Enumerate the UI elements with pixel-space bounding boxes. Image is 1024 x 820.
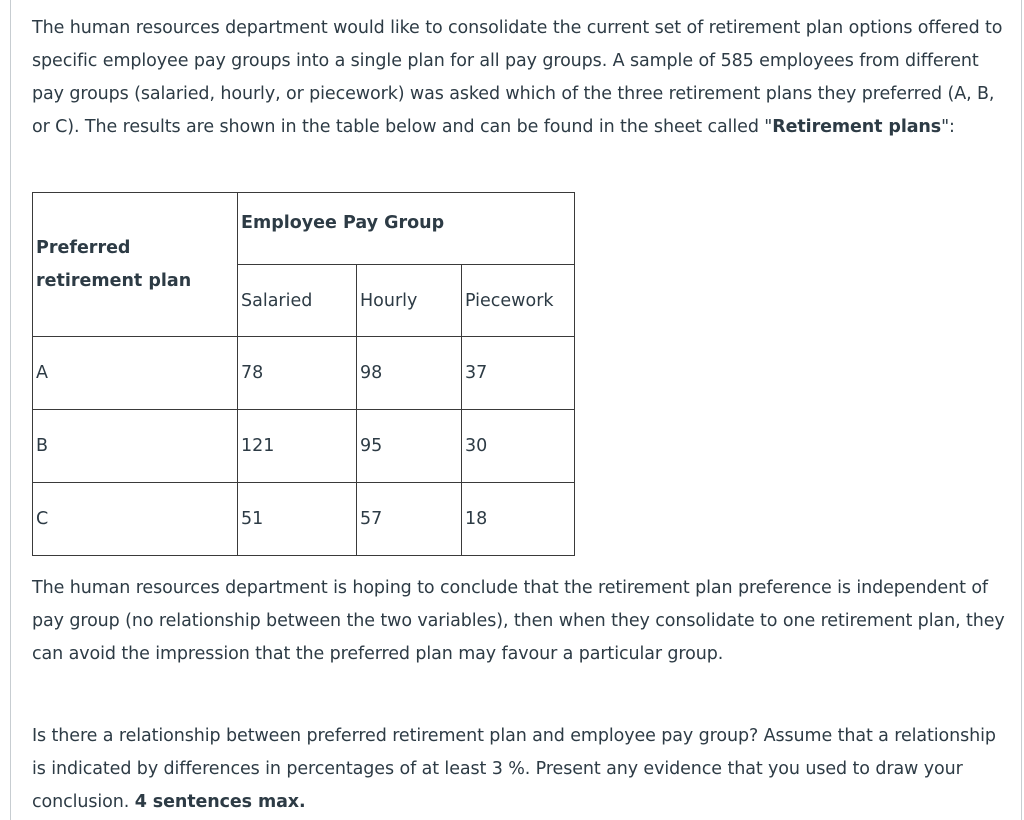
column-header-piecework: Piecework [462, 265, 575, 337]
value-cell: 121 [238, 410, 357, 483]
question-paragraph [32, 720, 1007, 819]
intro-paragraph [32, 12, 1007, 144]
value-cell: 30 [462, 410, 575, 483]
question-card [10, 0, 1022, 820]
context-paragraph: The human resources department is hoping to conclude that the retirement plan preference is independent of pay group (no relationship between the two variables), then when they consolidate to one retirement plan, they can avoid the impression that the preferred plan may favour a particular group. [32, 578, 1005, 664]
table-row [33, 410, 575, 483]
sheet-name: Retirement plans [772, 117, 942, 137]
table-row [33, 483, 575, 556]
plan-cell: A [33, 337, 238, 410]
row-header-cell: Preferred retirement plan [33, 193, 238, 337]
plan-cell: C [33, 483, 238, 556]
intro-text: The human resources department would like to consolidate the current set of retirement plan options offered to specific employee pay groups into a single plan for all pay groups. A sample of 585 employees from different pay groups (salaried, hourly, or piecework) was asked which of the three retirement plans they preferred (A, B, or C). The results are shown in the table below and can be found in the sheet called " [32, 18, 1003, 137]
plan-cell: B [33, 410, 238, 483]
value-cell: 57 [357, 483, 462, 556]
question-text: Is there a relationship between preferred retirement plan and employee pay group? Assume that a relationship is indicated by differences in percentages of at least 3 %. Present any evidence that you used to draw your conclusion. [32, 726, 996, 812]
sentence-limit: 4 sentences max. [134, 792, 306, 812]
value-cell: 78 [238, 337, 357, 410]
column-header-hourly: Hourly [357, 265, 462, 337]
value-cell: 95 [357, 410, 462, 483]
group-header-cell: Employee Pay Group [238, 193, 575, 265]
retirement-plan-table [32, 192, 575, 556]
table-row [33, 337, 575, 410]
value-cell: 18 [462, 483, 575, 556]
value-cell: 37 [462, 337, 575, 410]
table-header-row [33, 193, 575, 265]
value-cell: 51 [238, 483, 357, 556]
column-header-salaried: Salaried [238, 265, 357, 337]
intro-suffix: ": [941, 117, 955, 137]
value-cell: 98 [357, 337, 462, 410]
